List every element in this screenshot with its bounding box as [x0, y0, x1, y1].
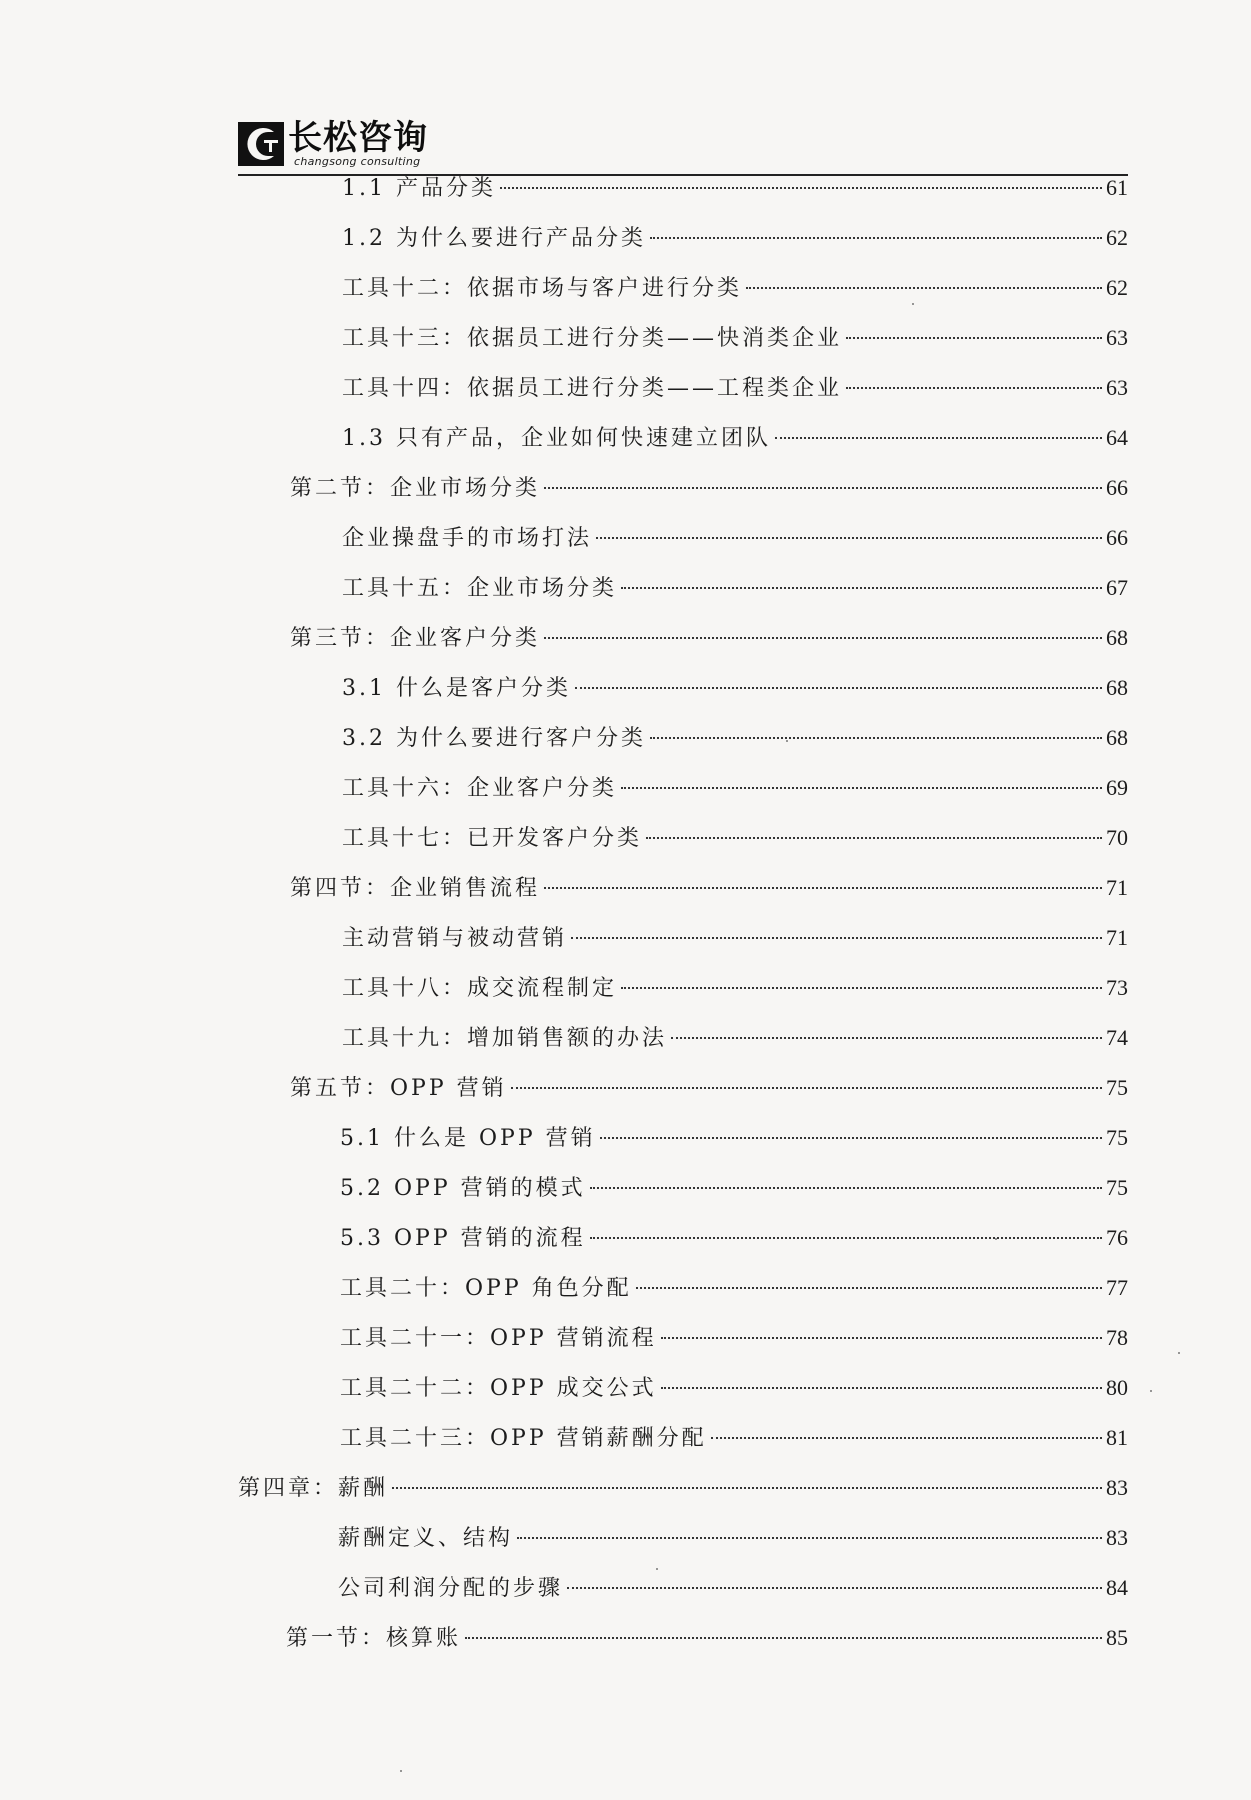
toc-entry — [340, 1118, 1128, 1158]
toc-entry — [342, 968, 1128, 1008]
toc-entry-page: 78 — [1106, 1325, 1128, 1350]
toc-entry-page: 68 — [1106, 675, 1128, 700]
toc-entry — [340, 1168, 1128, 1208]
toc-entry-label: 企业操盘手的市场打法 — [342, 526, 593, 551]
dot-leader — [671, 1037, 1102, 1039]
toc-entry-label: 工具十六：企业客户分类 — [342, 776, 618, 801]
toc-entry-page: 71 — [1106, 925, 1128, 950]
dot-leader — [621, 987, 1102, 989]
toc-entry — [342, 718, 1128, 758]
dot-leader — [567, 1587, 1102, 1589]
dot-leader — [661, 1387, 1102, 1389]
toc-entry — [290, 868, 1128, 908]
toc-entry — [340, 1318, 1128, 1358]
dot-leader — [590, 1237, 1102, 1239]
toc-entry-label: 第二节：企业市场分类 — [290, 476, 541, 501]
toc-entry — [290, 1068, 1128, 1108]
toc-entry-label: 工具十四：依据员工进行分类——工程类企业 — [342, 376, 843, 401]
toc-entry-label: 第五节：OPP 营销 — [290, 1076, 507, 1101]
toc-entry-page: 63 — [1106, 325, 1128, 350]
toc-entry — [338, 1518, 1128, 1558]
toc-entry-label: 1.3 只有产品，企业如何快速建立团队 — [342, 426, 771, 451]
toc-entry-label: 3.2 为什么要进行客户分类 — [342, 726, 646, 751]
toc-entry-page: 63 — [1106, 375, 1128, 400]
toc-entry-page: 84 — [1106, 1575, 1128, 1600]
toc-entry — [340, 1368, 1128, 1408]
toc-entry-label: 第一节：核算账 — [286, 1626, 462, 1651]
toc-entry-label: 5.3 OPP 营销的流程 — [340, 1226, 586, 1251]
toc-entry-label: 公司利润分配的步骤 — [338, 1576, 564, 1601]
toc-entry-page: 77 — [1106, 1275, 1128, 1300]
dot-leader — [621, 587, 1102, 589]
toc-entry-label: 5.1 什么是 OPP 营销 — [340, 1126, 596, 1151]
dot-leader — [846, 387, 1102, 389]
dot-leader — [544, 637, 1102, 639]
toc-entry-label: 工具二十三：OPP 营销薪酬分配 — [340, 1426, 707, 1451]
dot-leader — [465, 1637, 1102, 1639]
dot-leader — [511, 1087, 1102, 1089]
toc-entry-page: 83 — [1106, 1525, 1128, 1550]
toc-entry-label: 工具十九：增加销售额的办法 — [342, 1026, 668, 1051]
toc-entry-page: 75 — [1106, 1175, 1128, 1200]
toc-entry — [342, 318, 1128, 358]
toc-entry — [340, 1418, 1128, 1458]
toc-entry — [342, 818, 1128, 858]
dot-leader — [621, 787, 1102, 789]
dot-leader — [846, 337, 1102, 339]
dot-leader — [517, 1537, 1102, 1539]
dot-leader — [596, 537, 1102, 539]
toc-entry — [342, 168, 1128, 208]
toc-entry-page: 67 — [1106, 575, 1128, 600]
toc-entry-page: 83 — [1106, 1475, 1128, 1500]
dot-leader — [650, 737, 1102, 739]
toc-entry-page: 62 — [1106, 275, 1128, 300]
toc-entry-label: 第四节：企业销售流程 — [290, 876, 541, 901]
dot-leader — [746, 287, 1102, 289]
toc-entry — [342, 368, 1128, 408]
toc-entry-label: 工具十五：企业市场分类 — [342, 576, 618, 601]
toc-entry-page: 69 — [1106, 775, 1128, 800]
toc-entry — [338, 1568, 1128, 1608]
toc-entry-page: 81 — [1106, 1425, 1128, 1450]
toc-entry-page: 73 — [1106, 975, 1128, 1000]
toc-entry-page: 71 — [1106, 875, 1128, 900]
toc-entry-label: 工具十三：依据员工进行分类——快消类企业 — [342, 326, 843, 351]
dot-leader — [711, 1437, 1102, 1439]
toc-entry — [342, 418, 1128, 458]
toc-entry — [342, 518, 1128, 558]
toc-entry-page: 85 — [1106, 1625, 1128, 1650]
dot-leader — [600, 1137, 1102, 1139]
dot-leader — [544, 487, 1102, 489]
toc-entry — [340, 1218, 1128, 1258]
toc-entry-page: 68 — [1106, 625, 1128, 650]
toc-entry — [290, 618, 1128, 658]
dot-leader — [636, 1287, 1102, 1289]
toc-entry — [342, 668, 1128, 708]
dot-leader — [646, 837, 1102, 839]
toc-entry-page: 64 — [1106, 425, 1128, 450]
toc-entry-label: 第四章：薪酬 — [238, 1476, 389, 1501]
toc-entry-label: 主动营销与被动营销 — [342, 926, 568, 951]
toc-entry — [342, 268, 1128, 308]
toc-entry — [342, 1018, 1128, 1058]
dot-leader — [590, 1187, 1102, 1189]
brand-subtitle: changsong consulting — [294, 155, 421, 168]
toc-entry — [342, 918, 1128, 958]
toc-entry — [342, 218, 1128, 258]
toc-entry-label: 薪酬定义、结构 — [338, 1526, 514, 1551]
dot-leader — [544, 887, 1102, 889]
toc-entry — [286, 1618, 1128, 1658]
toc-entry-page: 61 — [1106, 175, 1128, 200]
toc-entry-label: 工具十七：已开发客户分类 — [342, 826, 643, 851]
toc-entry-label: 3.1 什么是客户分类 — [342, 676, 571, 701]
dot-leader — [392, 1487, 1102, 1489]
toc-entry-label: 1.2 为什么要进行产品分类 — [342, 226, 646, 251]
dot-leader — [500, 187, 1102, 189]
dot-leader — [661, 1337, 1102, 1339]
toc-entry — [340, 1268, 1128, 1308]
toc-entry-page: 62 — [1106, 225, 1128, 250]
toc-entry-page: 66 — [1106, 525, 1128, 550]
dot-leader — [575, 687, 1102, 689]
toc-entry-page: 70 — [1106, 825, 1128, 850]
dot-leader — [650, 237, 1102, 239]
toc-entry-label: 第三节：企业客户分类 — [290, 626, 541, 651]
toc-entry-label: 5.2 OPP 营销的模式 — [340, 1176, 586, 1201]
toc-entry-label: 1.1 产品分类 — [342, 176, 496, 201]
toc-entry-label: 工具二十：OPP 角色分配 — [340, 1276, 632, 1301]
toc-entry — [290, 468, 1128, 508]
toc-entry-page: 74 — [1106, 1025, 1128, 1050]
toc-entry-page: 75 — [1106, 1125, 1128, 1150]
toc-entry-page: 76 — [1106, 1225, 1128, 1250]
toc-entry — [342, 568, 1128, 608]
toc-entry-label: 工具二十二：OPP 成交公式 — [340, 1376, 657, 1401]
toc-entry — [238, 1468, 1128, 1508]
toc-entry-page: 80 — [1106, 1375, 1128, 1400]
toc-entry-label: 工具二十一：OPP 营销流程 — [340, 1326, 657, 1351]
toc-entry — [342, 768, 1128, 808]
dot-leader — [775, 437, 1102, 439]
toc-entry-page: 75 — [1106, 1075, 1128, 1100]
toc-entry-page: 66 — [1106, 475, 1128, 500]
toc-entry-label: 工具十八：成交流程制定 — [342, 976, 618, 1001]
toc-entry-page: 68 — [1106, 725, 1128, 750]
dot-leader — [571, 937, 1102, 939]
toc-entry-label: 工具十二：依据市场与客户进行分类 — [342, 276, 743, 301]
brand-name: 长松咨询 — [288, 118, 428, 158]
